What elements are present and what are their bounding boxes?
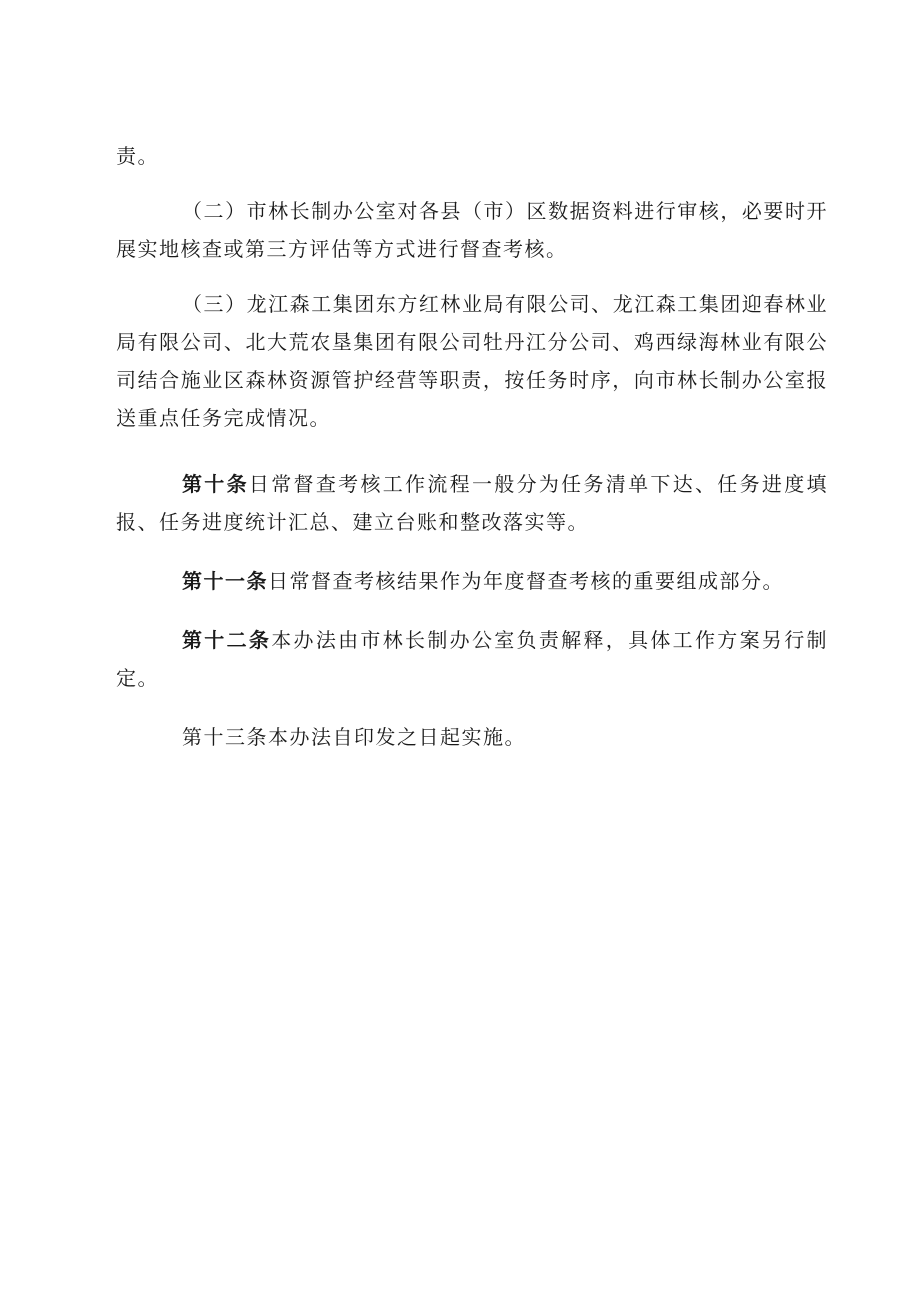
article-10-text: 日常督查考核工作流程一般分为任务清单下达、任务进度填报、任务进度统计汇总、建立台账和整改落实等。 <box>116 472 829 534</box>
article-11 <box>116 562 828 600</box>
article-11-text: 日常督查考核结果作为年度督查考核的重要组成部分。 <box>268 569 784 593</box>
paragraph-continuation: 责。 <box>116 144 159 168</box>
article-13-number: 第十三条 <box>182 725 268 749</box>
document-body <box>116 137 828 756</box>
article-10-number: 第十条 <box>182 472 249 496</box>
article-12-text: 本办法由市林长制办公室负责解释，具体工作方案另行制定。 <box>116 628 829 690</box>
article-13 <box>116 718 828 756</box>
article-12-number: 第十二条 <box>182 628 272 652</box>
article-12 <box>116 621 828 697</box>
article-11-number: 第十一条 <box>182 569 268 593</box>
article-13-text: 本办法自印发之日起实施。 <box>268 725 526 749</box>
article-10 <box>116 465 828 541</box>
paragraph-item-2: （二）市林长制办公室对各县（市）区数据资料进行审核，必要时开展实地核查或第三方评估等方式进行督查考核。 <box>116 199 828 261</box>
paragraph-item-3: （三）龙江森工集团东方红林业局有限公司、龙江森工集团迎春林业局有限公司、北大荒农垦集团有限公司牡丹江分公司、鸡西绿海林业有限公司结合施业区森林资源管护经营等职责，按任务时序，向市林长制办公室报送重点任务完成情况。 <box>116 292 828 430</box>
